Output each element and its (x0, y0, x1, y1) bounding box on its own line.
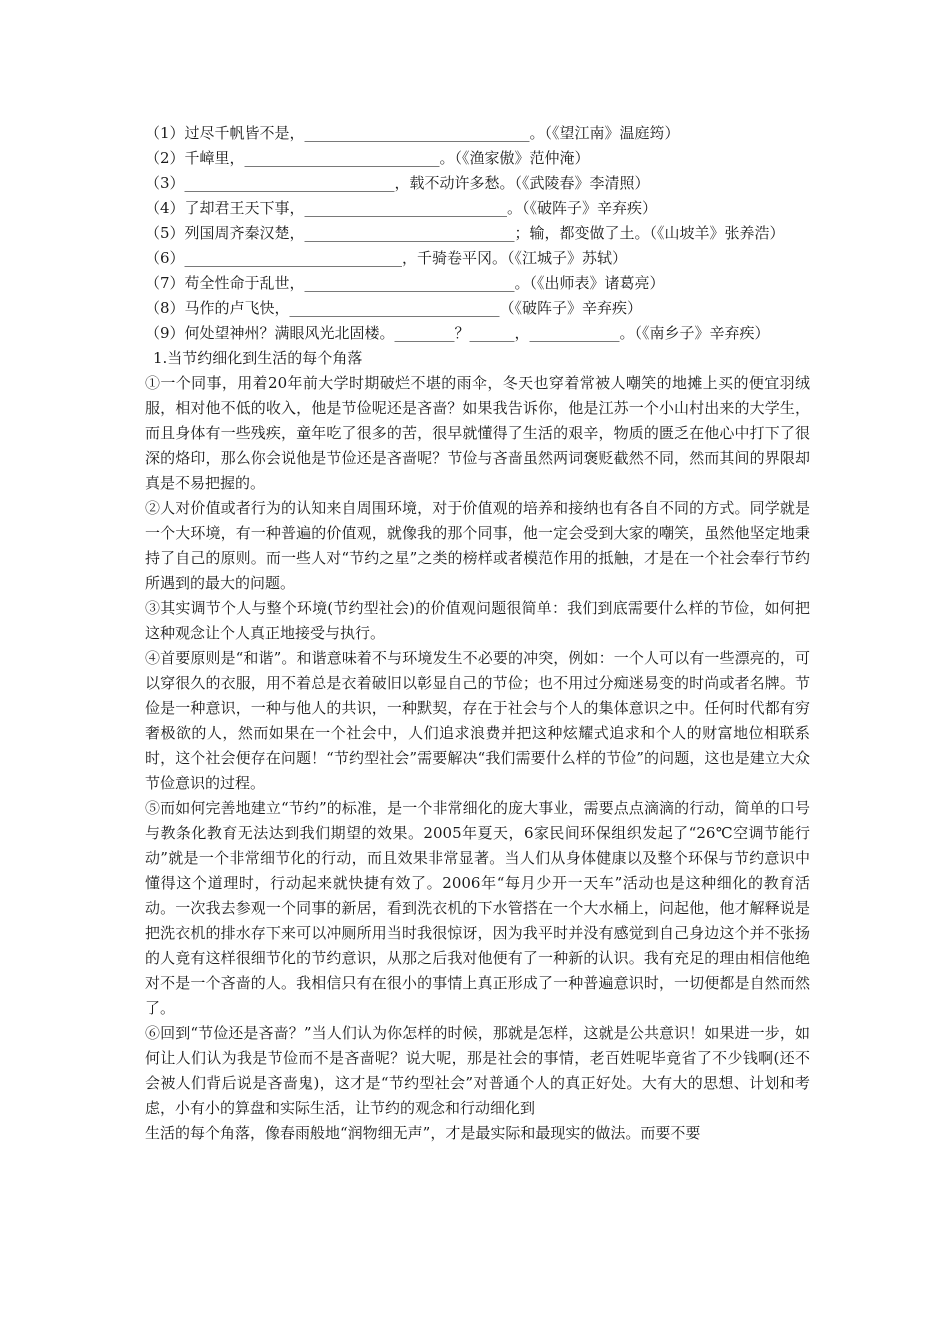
question-2: （2）千嶂里，__________________________。（《渔家傲》范仲淹） (145, 149, 590, 167)
question-7: （7）苟全性命于乱世，____________________________。（《出师表》诸葛亮） (145, 274, 665, 292)
article-paragraph-3: ③其实调节个人与整个环境(节约型社会)的价值观问题很简单：我们到底需要什么样的节俭，如何把这种观念让个人真正地接受与执行。 (145, 599, 810, 642)
question-9: （9）何处望神州？满眼风光北固楼。________？______，____________。（《南乡子》辛弃疾） (145, 324, 770, 342)
article-paragraph-6: ⑥回到“节俭还是吝啬？”当人们认为你怎样的时候，那就是怎样，这就是公共意识！如果进一步，如何让人们认为我是节俭而不是吝啬呢？说大呢，那是社会的事情，老百姓呢毕竟省了不少钱啊(还不会被人们背后说是吝啬鬼)，这才是“节约型社会”对普通个人的真正好处。大有大的思想、计划和考虑，小有小的算盘和实际生活，让节约的观念和行动细化到 (145, 1024, 810, 1117)
question-4: （4）了却君王天下事，___________________________。（《破阵子》辛弃疾） (145, 199, 658, 217)
article-paragraph-4: ④首要原则是“和谐”。和谐意味着不与环境发生不必要的冲突，例如：一个人可以有一些漂亮的，可以穿很久的衣服，用不着总是衣着破旧以彰显自己的节俭；也不用过分痴迷易变的时尚或者名牌。节俭是一种意识，一种与他人的共识，一种默契，存在于社会与个人的集体意识之中。任何时代都有穷奢极欲的人，然而如果在一个社会中，人们追求浪费并把这种炫耀式追求和个人的财富地位相联系时，这个社会便存在问题！“节约型社会”需要解决“我们需要什么样的节俭”的问题，这也是建立大众节俭意识的过程。 (145, 649, 810, 792)
article-paragraph-7: 生活的每个角落，像春雨般地“润物细无声”，才是最实际和最现实的做法。而要不要 (145, 1124, 701, 1142)
question-1: （1）过尽千帆皆不是，______________________________。（《望江南》温庭筠） (145, 124, 680, 142)
document-page (145, 121, 810, 1146)
question-8: （8）马作的卢飞快，____________________________（《破阵子》辛弃疾） (145, 299, 643, 317)
question-5: （5）列国周齐秦汉楚，____________________________；输，都变做了土。（《山坡羊》张养浩） (145, 224, 785, 242)
article-paragraph-5: ⑤而如何完善地建立“节约”的标准，是一个非常细化的庞大事业，需要点点滴滴的行动，简单的口号与教条化教育无法达到我们期望的效果。2005年夏天，6家民间环保组织发起了“26℃空调节能行动”就是一个非常细节化的行动，而且效果非常显著。当人们从身体健康以及整个环保与节约意识中懂得这个道理时，行动起来就快捷有效了。2006年“每月少开一天车”活动也是这种细化的教育活动。一次我去参观一个同事的新居，看到洗衣机的下水管搭在一个大水桶上，问起他，他才解释说是把洗衣机的排水存下来可以冲厕所用当时我很惊讶，因为我平时并没有感觉到自己身边这个并不张扬的人竟有这样很细节化的节约意识，从那之后我对他便有了一种新的认识。我有充足的理由相信他绝对不是一个吝啬的人。我相信只有在很小的事情上真正形成了一种普遍意识时，一切便都是自然而然了。 (145, 799, 810, 1017)
article-paragraph-1: ①一个同事，用着20年前大学时期破烂不堪的雨伞，冬天也穿着常被人嘲笑的地摊上买的便宜羽绒服，相对他不低的收入，他是节俭呢还是吝啬？如果我告诉你，他是江苏一个小山村出来的大学生，而且身体有一些残疾，童年吃了很多的苦，很早就懂得了生活的艰辛，物质的匮乏在他心中打下了很深的烙印，那么你会说他是节俭还是吝啬呢？节俭与吝啬虽然两词褒贬截然不同，然而其间的界限却真是不易把握的。 (145, 374, 810, 492)
question-6: （6）_____________________________，千骑卷平冈。（《江城子》苏轼） (145, 249, 628, 267)
article-title: 1.当节约细化到生活的每个角落 (153, 349, 363, 367)
article-paragraph-2: ②人对价值或者行为的认知来自周围环境，对于价值观的培养和接纳也有各自不同的方式。同学就是一个大环境，有一种普遍的价值观，就像我的那个同事，他一定会受到大家的嘲笑，虽然他坚定地秉持了自己的原则。而一些人对“节约之星”之类的榜样或者模范作用的抵触，才是在一个社会奉行节约所遇到的最大的问题。 (145, 499, 810, 592)
question-3: （3）____________________________，载不动许多愁。（《武陵春》李清照） (145, 174, 650, 192)
